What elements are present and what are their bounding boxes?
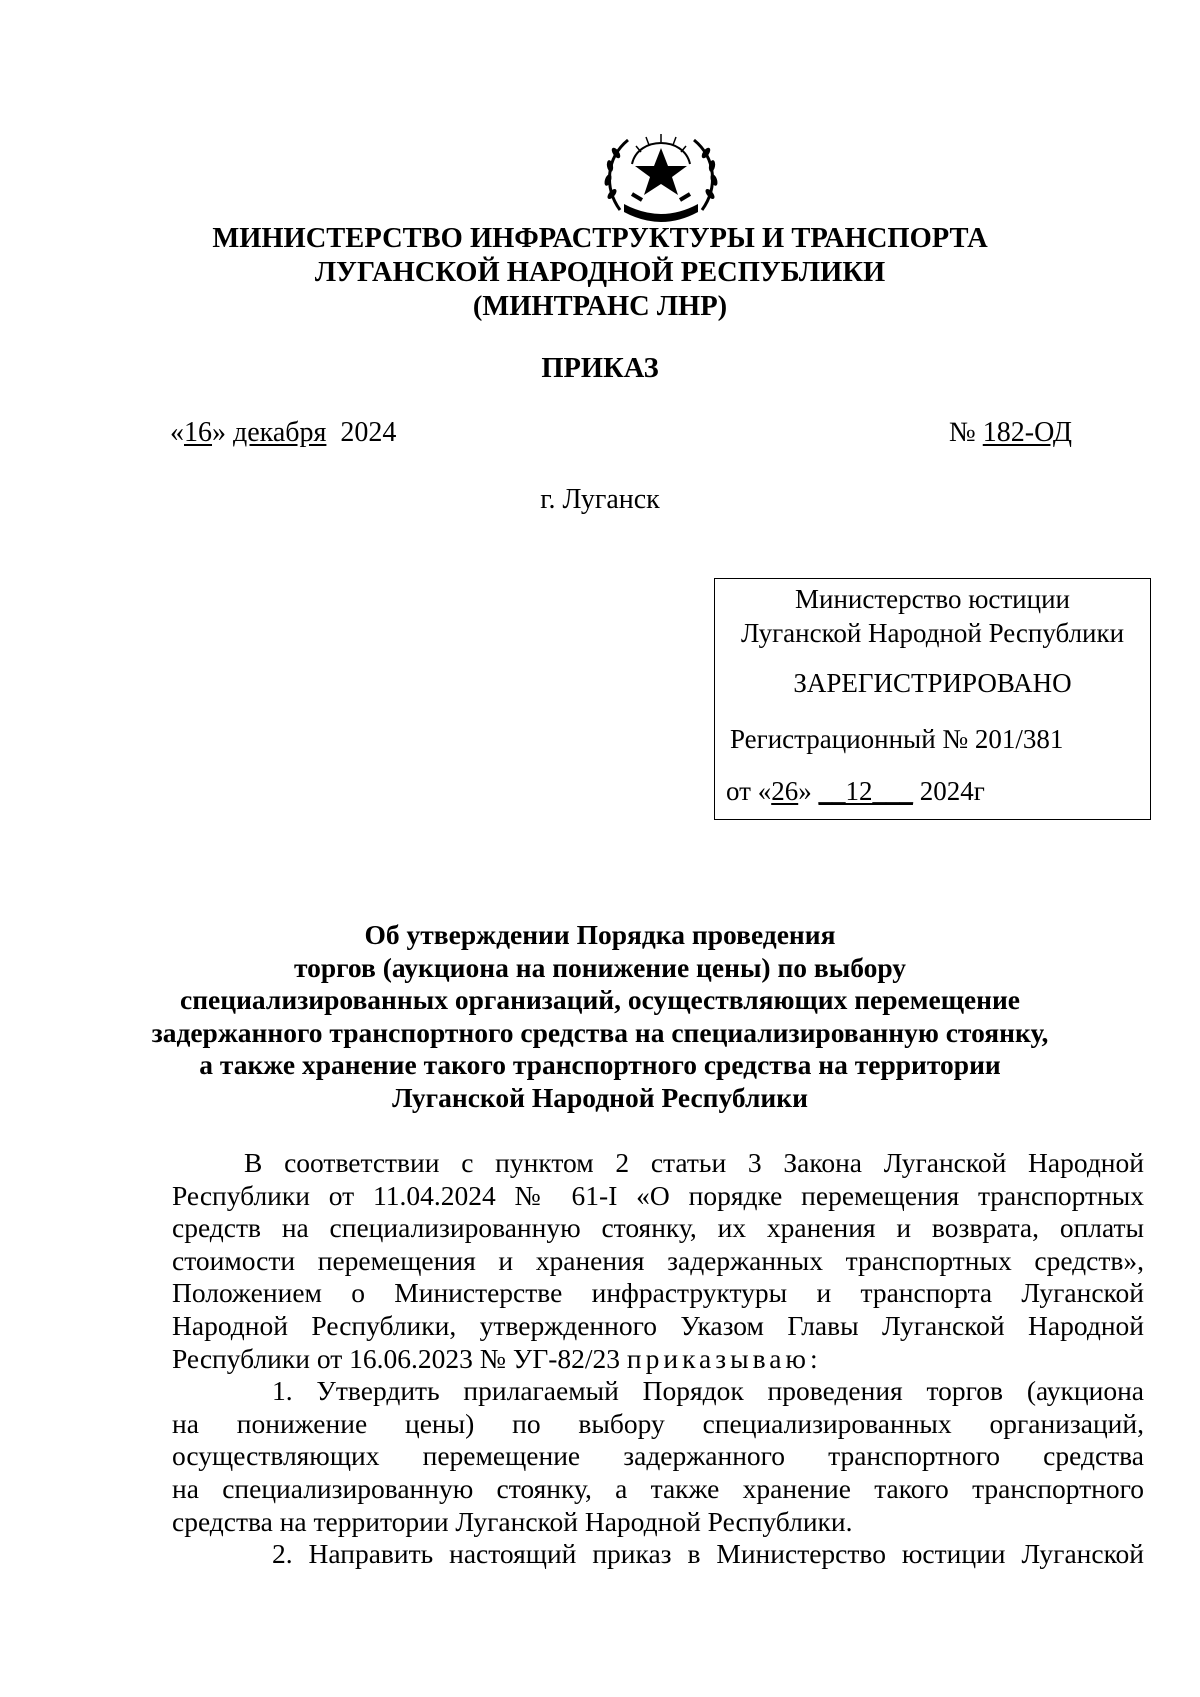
stamp-reg-number: Регистрационный № 201/381 (730, 724, 1064, 754)
preamble-line-3: средств на специализированную стоянку, их хранения и возврата, оплаты (172, 1212, 1144, 1244)
subject-line-3: специализированных организаций, осуществляющих перемещение (179, 984, 1021, 1015)
preamble-paragraph (172, 1147, 1144, 1375)
date-month: декабря (233, 417, 327, 448)
order-subject (0, 919, 1200, 1114)
subject-line-4: задержанного транспортного средства на специализированную стоянку, (151, 1016, 1049, 1048)
preamble-line-2: Республики от 11.04.2024 № 61-I «О порядке перемещения транспортных (172, 1179, 1144, 1211)
ministry-header (0, 222, 1200, 324)
registration-stamp (714, 578, 1151, 820)
stamp-date-month: __12___ (818, 776, 913, 806)
ministry-line-1: МИНИСТЕРСТВО ИНФРАСТРУКТУРЫ И ТРАНСПОРТА (212, 223, 988, 254)
emblem-icon (598, 124, 724, 228)
stamp-date-prefix: от « (726, 776, 772, 806)
item-2-line-1: 2. Направить настоящий приказ в Министерство юстиции Луганской (272, 1538, 1144, 1570)
document-type-title: ПРИКАЗ (541, 353, 659, 384)
order-directive-word: приказываю: (626, 1342, 822, 1374)
ministry-line-2: ЛУГАНСКОЙ НАРОДНОЙ РЕСПУБЛИКИ (314, 257, 886, 288)
order-number (949, 416, 1072, 450)
subject-line-5: а также хранение такого транспортного средства на территории (199, 1049, 1001, 1080)
stamp-status: ЗАРЕГИСТРИРОВАНО (793, 668, 1072, 698)
city-line: г. Луганск (540, 484, 660, 515)
stamp-date-year: 2024г (912, 776, 985, 806)
order-date (170, 416, 396, 450)
stamp-line-republic: Луганской Народной Республики (740, 618, 1125, 648)
item-2-paragraph (172, 1538, 1144, 1571)
item-1-line-1: 1. Утвердить прилагаемый Порядок проведения торгов (аукциона (272, 1375, 1144, 1407)
date-open-quote: « (170, 417, 184, 448)
preamble-line-5: Положением о Министерстве инфраструктуры и транспорта Луганской (172, 1277, 1144, 1309)
date-close-quote: » (212, 417, 226, 448)
item-1-line-4: на специализированную стоянку, а также хранение такого транспортного (172, 1472, 1144, 1504)
stamp-date-mid: » (798, 776, 819, 806)
order-number-prefix: № (949, 417, 976, 448)
order-body (172, 1147, 1144, 1571)
subject-line-1: Об утверждении Порядка проведения (364, 919, 836, 950)
stamp-date-day: 26 (771, 776, 799, 806)
stamp-date (726, 774, 985, 808)
subject-line-2: торгов (аукциона на понижение цены) по выбору (293, 951, 907, 983)
item-1-line-2: на понижение цены) по выбору специализированных организаций, (172, 1407, 1144, 1439)
subject-line-6: Луганской Народной Республики (392, 1081, 808, 1113)
item-1-line-3: осуществляющих перемещение задержанного транспортного средства (172, 1440, 1144, 1472)
preamble-line-4: стоимости перемещения и хранения задержанных транспортных средств», (172, 1244, 1144, 1276)
item-1-paragraph (172, 1375, 1144, 1538)
item-1-line-5: средства на территории Луганской Народной Республики. (172, 1505, 853, 1537)
preamble-last-text: Республики от 16.06.2023 № УГ-82/23 (172, 1342, 627, 1374)
ministry-line-3: (МИНТРАНС ЛНР) (472, 291, 728, 322)
date-year: 2024 (340, 417, 397, 448)
preamble-line-7 (172, 1343, 1144, 1376)
coat-of-arms-emblem (598, 124, 724, 228)
date-day: 16 (184, 417, 212, 448)
order-number-value: 182-ОД (982, 417, 1072, 448)
preamble-line-1: В соответствии с пунктом 2 статьи 3 Закона Луганской Народной (244, 1147, 1144, 1178)
preamble-line-6: Народной Республики, утвержденного Указом Главы Луганской Народной (172, 1309, 1144, 1341)
stamp-line-ministry: Министерство юстиции (795, 584, 1070, 614)
